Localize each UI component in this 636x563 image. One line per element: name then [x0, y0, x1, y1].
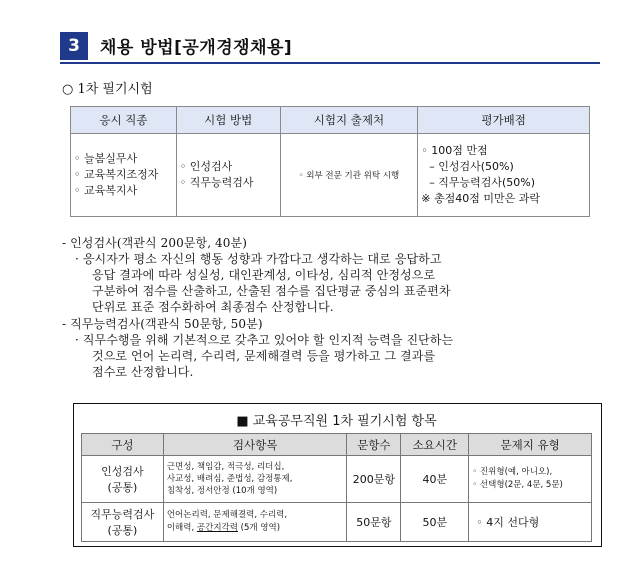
- header-format: 문제지 유형: [469, 434, 592, 456]
- section-divider: [60, 62, 600, 64]
- header-scoring: 평가배점: [418, 107, 590, 134]
- header-time: 소요시간: [401, 434, 469, 456]
- competency-line: 것으로 언어 논리력, 수리력, 문제해결력 등을 평가하고 그 결과를: [92, 349, 436, 363]
- composition-name: 직무능력검사: [90, 508, 155, 521]
- format-line: ◦ 4지 선다형: [476, 516, 540, 529]
- section-title: 채용 방법[공개경쟁채용]: [100, 38, 293, 58]
- header-count: 문항수: [347, 434, 401, 456]
- format-line: ◦ 진위형(예, 아니오),: [472, 467, 553, 477]
- header-job: 응시 직종: [71, 107, 177, 134]
- items-text: 이해력,: [166, 523, 197, 533]
- scoring-item: – 인성검사(50%): [429, 160, 514, 173]
- subsection-title: ○ 1차 필기시험: [62, 82, 153, 97]
- header-items: 검사항목: [163, 434, 347, 456]
- source-cell: [280, 134, 418, 217]
- items-underlined-text: 공간지각력: [196, 523, 238, 533]
- written-exam-table: [70, 106, 590, 217]
- personality-line: 응답 결과에 따라 성실성, 대인관계성, 이타성, 심리적 안정성으로: [92, 268, 436, 282]
- personality-line: 단위로 표준 점수화하여 최종점수 산정합니다.: [92, 300, 334, 314]
- header-source: 시험지 출제처: [280, 107, 418, 134]
- exam-items-title: ■ 교육공무직원 1차 필기시험 항목: [236, 414, 437, 429]
- scoring-list: [418, 134, 590, 217]
- composition-cell: [82, 456, 164, 503]
- time-cell: 40분: [401, 456, 469, 503]
- items-line: [167, 522, 344, 535]
- items-line: 근면성, 책임감, 적극성, 리더십,: [166, 462, 285, 472]
- composition-cell: [82, 503, 164, 542]
- job-item: ◦ 늘봄실무사: [74, 152, 138, 165]
- composition-sub: (공통): [107, 524, 138, 537]
- format-cell: [469, 456, 592, 503]
- personality-heading: - 인성검사(객관식 200문항, 40분): [62, 236, 247, 250]
- format-line: ◦ 선택형(2문, 4문, 5문): [472, 480, 563, 490]
- competency-line: · 직무수행을 위해 기본적으로 갖추고 있어야 할 인지적 능력을 진단하는: [75, 333, 454, 347]
- job-item: ◦ 교육복지조정자: [74, 168, 159, 181]
- time-cell: 50분: [401, 503, 469, 542]
- competency-line: 점수로 산정합니다.: [92, 365, 194, 379]
- scoring-item: – 직무능력검사(50%): [429, 176, 536, 189]
- scoring-note: ※ 총점40점 미만은 과락: [421, 192, 540, 205]
- items-cell: [163, 456, 347, 503]
- table-row: [82, 503, 592, 542]
- format-cell: [469, 503, 592, 542]
- section-number: 3: [60, 32, 88, 60]
- items-line: 언어논리력, 문제해결력, 수리력,: [166, 510, 288, 520]
- personality-line: · 응시자가 평소 자신의 행동 성향과 가깝다고 생각하는 대로 응답하고: [75, 252, 442, 266]
- items-line: 침착성, 정서안정 (10개 영역): [166, 486, 278, 496]
- method-list: [176, 134, 280, 217]
- method-item: ◦ 직무능력검사: [179, 176, 254, 189]
- count-cell: 200문항: [347, 456, 401, 503]
- items-text: (5개 영역): [237, 523, 281, 533]
- composition-name: 인성검사: [101, 465, 144, 478]
- job-list: [71, 134, 177, 217]
- header-method: 시험 방법: [176, 107, 280, 134]
- table-row: [82, 456, 592, 503]
- source-text: ◦ 외부 전문 기관 위탁 시행: [298, 170, 400, 181]
- method-item: ◦ 인성검사: [179, 160, 233, 173]
- composition-sub: (공통): [107, 481, 138, 494]
- header-composition: 구성: [82, 434, 164, 456]
- scoring-item: ◦ 100점 만점: [421, 144, 488, 157]
- count-cell: 50문항: [347, 503, 401, 542]
- items-cell: [163, 503, 347, 542]
- job-item: ◦ 교육복지사: [74, 184, 138, 197]
- personality-line: 구분하여 점수를 산출하고, 산출된 점수를 집단평균 중심의 표준편차: [92, 284, 451, 298]
- competency-heading: - 직무능력검사(객관식 50문항, 50분): [62, 317, 263, 331]
- items-line: 사교성, 배려심, 준법성, 감정통제,: [166, 474, 293, 484]
- exam-items-table: [81, 433, 592, 542]
